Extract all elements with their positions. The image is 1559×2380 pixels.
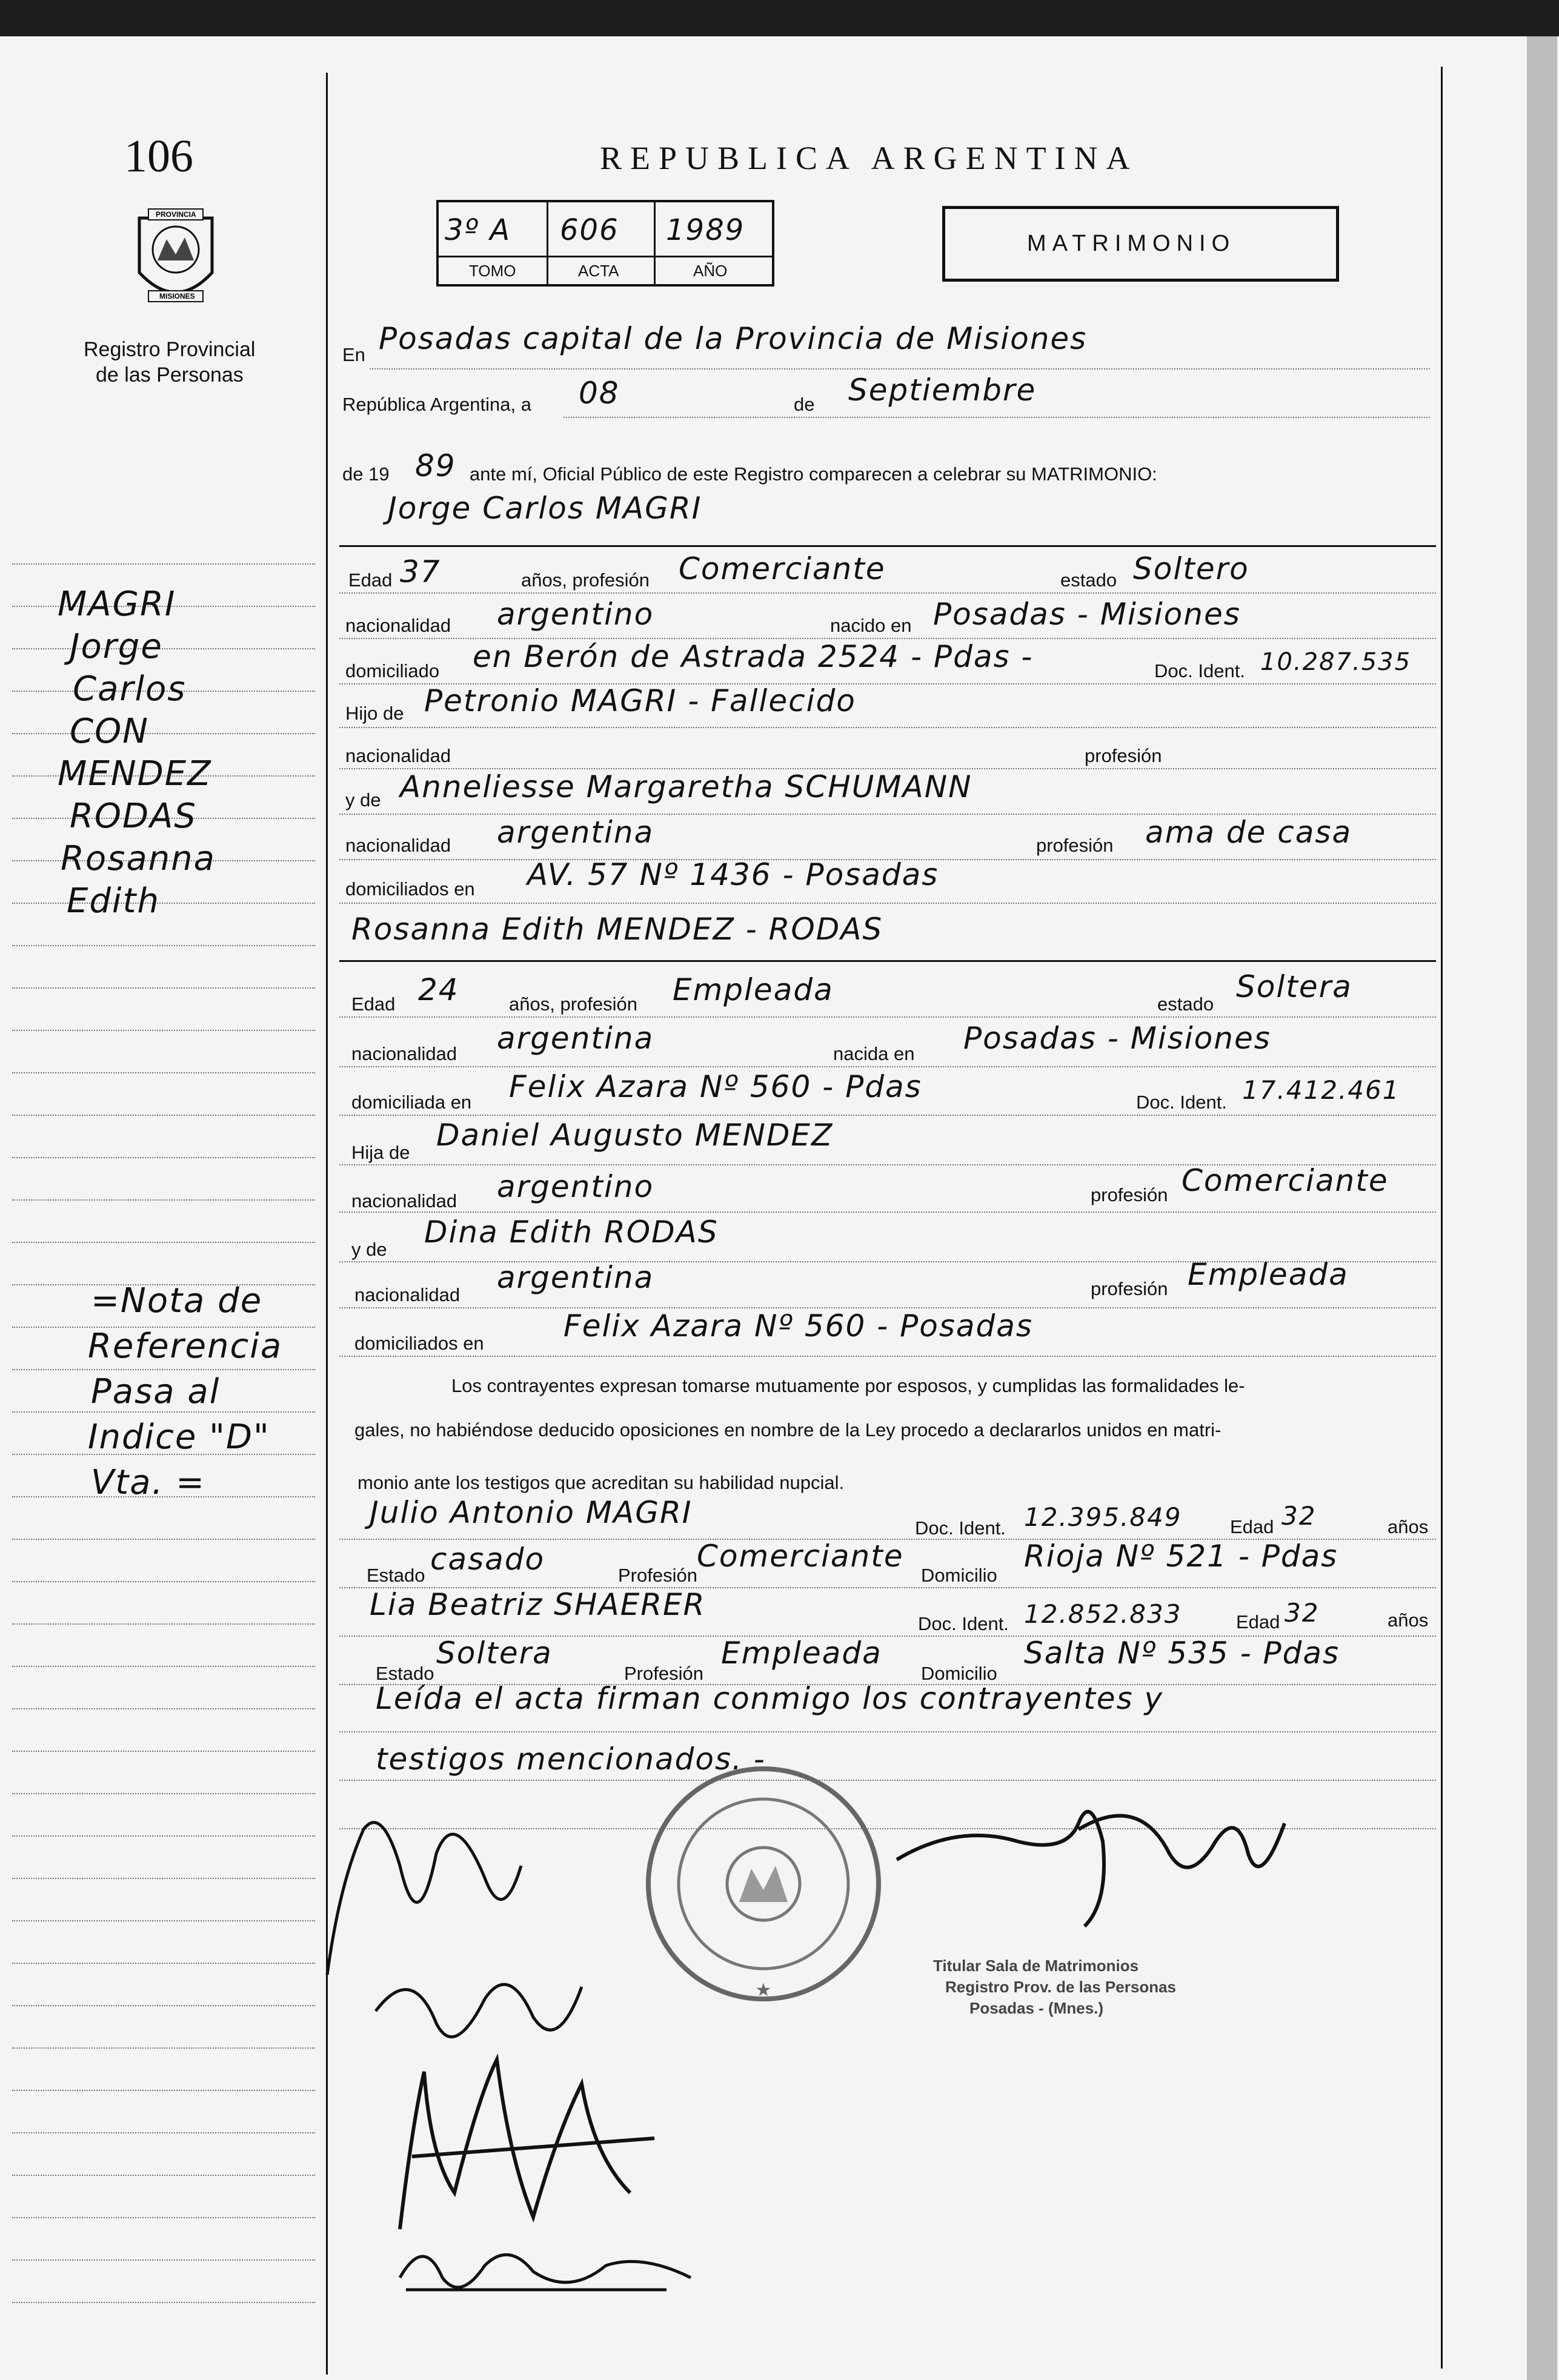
witness-1-domicilio-label: Domicilio [921,1565,997,1586]
margin-rule [12,2175,315,2176]
groom-doc-label: Doc. Ident. [1154,660,1245,681]
provincial-seal [130,206,221,312]
margin-name-3: Carlos [73,669,187,709]
official-stamp-line-2: Registro Prov. de las Personas [945,1978,1176,1996]
signature-witness-1 [376,2035,691,2253]
acta-value: 606 [560,213,619,247]
margin-rule [12,1793,315,1794]
bride-parents-address: Felix Azara Nº 560 - Posadas [563,1308,1033,1344]
groom-age: 37 [400,554,441,589]
bride-address: Felix Azara Nº 560 - Pdas [509,1069,922,1104]
margin-note-2: Referencia [88,1327,283,1366]
statement-line-2: gales, no habiéndose deducido oposiciones en nombre de la Ley procedo a declararlos unidos en matri- [354,1419,1222,1440]
bride-domiciliada-label: domiciliada en [351,1092,472,1113]
witness-2-anios-label: años [1388,1609,1429,1631]
record-number-box [436,200,774,287]
bride-name: Rosanna Edith MENDEZ - RODAS [351,912,883,947]
witness-2-name: Lia Beatriz SHAERER [370,1587,706,1622]
groom-status: Soltero [1133,551,1249,586]
bride-nacida-label: nacida en [833,1043,915,1064]
margin-rule [12,1411,315,1413]
bride-age: 24 [418,972,459,1007]
groom-nationality: argentino [497,597,654,632]
groom-domiciliados-label: domiciliados en [345,878,475,900]
margin-rule [12,733,315,734]
margin-rule [12,2090,315,2091]
bride-nacionalidad-label: nacionalidad [351,1043,457,1064]
witness-2-domicilio-label: Domicilio [921,1663,997,1684]
registry-line-2: de las Personas [96,363,244,386]
margin-rule [12,987,315,989]
acta-label: ACTA [578,262,619,280]
witness-1-address: Rioja Nº 521 - Pdas [1024,1539,1338,1574]
margin-note-4: Indice "D" [88,1417,270,1457]
day-value: 08 [579,376,620,411]
page-number: 106 [124,131,193,182]
margin-rule [12,1666,315,1667]
bride-mother-nac-label: nacionalidad [354,1284,460,1305]
margin-rule [12,2005,315,2006]
bride-status: Soltera [1236,969,1352,1004]
bride-father-prof-label: profesión [1091,1184,1168,1205]
margin-rule [12,1369,315,1370]
bride-profession: Empleada [673,972,834,1007]
margin-rule [12,1030,315,1031]
ante-label: ante mí, Oficial Público de este Registro comparecen a celebrar su MATRIMONIO: [470,463,1157,485]
bride-doc: 17.412.461 [1242,1075,1400,1105]
margin-rule [12,1751,315,1752]
witness-1-doc: 12.395.849 [1024,1502,1182,1532]
registry-line-1: Registro Provincial [84,338,256,361]
margin-column-divider [326,73,328,2375]
anio-value: 1989 [666,213,745,247]
bride-father-nac-label: nacionalidad [351,1190,457,1212]
svg-text:★: ★ [755,1980,772,2000]
place-value: Posadas capital de la Provincia de Misiones [379,321,1088,356]
right-border [1441,67,1443,2368]
groom-mother: Anneliesse Margaretha SCHUMANN [400,769,972,804]
margin-rule [12,1878,315,1879]
bride-mother: Dina Edith RODAS [424,1215,719,1250]
signature-witness-2 [388,2229,703,2302]
groom-parents-address: AV. 57 Nº 1436 - Posadas [527,857,939,892]
rule [370,368,1430,370]
margin-note-5: Vta. = [91,1463,206,1502]
margin-rule [12,648,315,649]
witness-1-profesion-label: Profesión [618,1565,697,1586]
margin-note-1: =Nota de [91,1281,263,1321]
bride-father-nationality: argentino [497,1169,654,1204]
groom-father: Petronio MAGRI - Fallecido [424,683,856,718]
groom-yde-label: y de [345,789,381,810]
groom-nacido-label: nacido en [830,615,912,636]
margin-rule [12,1623,315,1625]
margin-name-5: MENDEZ [58,754,212,794]
margin-rule [12,2132,315,2133]
witness-1-name: Julio Antonio MAGRI [370,1495,693,1530]
margin-rule [12,1199,315,1201]
seal-bottom-text: MISIONES [159,292,195,300]
bride-mother-profession: Empleada [1188,1257,1349,1292]
groom-domiciliado-label: domiciliado [345,660,440,681]
witness-2-profession: Empleada [721,1636,882,1671]
margin-rule [12,2302,315,2303]
bride-doc-label: Doc. Ident. [1136,1092,1227,1113]
margin-name-6: RODAS [70,797,197,836]
rule [339,592,1436,594]
bride-mother-prof-label: profesión [1091,1278,1168,1299]
closing-line-1: Leída el acta firman conmigo los contrayentes y [376,1681,1164,1716]
en-label: En [342,344,365,365]
witness-2-profesion-label: Profesión [624,1663,703,1684]
margin-rule [12,945,315,946]
statement-line-1: Los contrayentes expresan tomarse mutuamente por esposos, y cumplidas las formalidades le- [451,1375,1245,1396]
groom-profesion-label: años, profesión [521,569,650,591]
rule [339,1115,1436,1116]
margin-rule [12,1115,315,1116]
register-page [0,36,1559,2380]
bride-nationality: argentina [497,1021,654,1056]
margin-rule [12,1835,315,1837]
groom-estado-label: estado [1060,569,1117,591]
witness-2-doc-label: Doc. Ident. [918,1613,1009,1634]
witness-2-estado-label: Estado [376,1663,434,1684]
seal-top-text: PROVINCIA [156,210,196,219]
margin-rule [12,903,315,904]
margin-name-7: Rosanna [61,839,216,878]
margin-rule [12,2259,315,2261]
tomo-value: 3º A [445,213,511,247]
bride-profesion-label: años, profesión [509,993,637,1015]
groom-address: en Berón de Astrada 2524 - Pdas - [473,639,1034,674]
rule [339,1212,1436,1213]
witness-2-edad-label: Edad [1236,1611,1280,1633]
groom-mother-nationality: argentina [497,815,654,850]
witness-1-doc-label: Doc. Ident. [915,1517,1006,1539]
bride-hija-label: Hija de [351,1142,410,1163]
doc-type-box [942,206,1339,282]
rule [563,417,1430,418]
witness-2-age: 32 [1285,1598,1320,1628]
official-round-seal [642,1763,885,2005]
witness-2-address: Salta Nº 535 - Pdas [1024,1636,1340,1671]
month-value: Septiembre [848,373,1037,408]
republica-label: República Argentina, a [342,394,531,415]
bride-estado-label: estado [1157,993,1214,1015]
bride-mother-nationality: argentina [497,1260,654,1295]
witness-2-doc: 12.852.833 [1024,1599,1182,1629]
de-anio-label: de 19 [342,463,390,485]
margin-rule [12,1539,315,1540]
rule [339,903,1436,904]
groom-mother-prof-label: profesión [1036,835,1114,856]
page-edge-right [1527,36,1557,2380]
doc-type-label: MATRIMONIO [1027,231,1236,256]
bride-father-profession: Comerciante [1182,1163,1389,1198]
statement-line-3: monio ante los testigos que acreditan su habilidad nupcial. [357,1472,845,1493]
official-stamp-line-1: Titular Sala de Matrimonios [933,1957,1139,1975]
margin-name-4: CON [70,712,150,751]
witness-1-age: 32 [1281,1501,1317,1531]
groom-father-prof-label: profesión [1085,745,1162,766]
bride-domiciliados-label: domiciliados en [354,1333,484,1354]
de-mes-label: de [794,394,815,415]
margin-rule [12,1708,315,1709]
groom-hijo-label: Hijo de [345,703,404,724]
groom-birthplace: Posadas - Misiones [933,597,1241,632]
margin-name-1: MAGRI [58,585,176,624]
bride-edad-label: Edad [351,993,396,1015]
year-value: 89 [415,448,456,483]
bride-birthplace: Posadas - Misiones [963,1021,1271,1056]
groom-name: Jorge Carlos MAGRI [388,491,702,526]
country-title: REPUBLICA ARGENTINA [600,140,1139,176]
scan-top-edge [0,0,1559,36]
margin-rule [12,1581,315,1582]
witness-1-status: casado [430,1542,545,1577]
groom-mother-nac-label: nacionalidad [345,835,451,856]
margin-rule [12,2217,315,2218]
rule [339,1356,1436,1357]
bride-name-rule [339,960,1436,962]
witness-2-status: Soltera [436,1636,553,1671]
margin-rule [12,1963,315,1964]
margin-rule [12,1242,315,1243]
witness-1-anios-label: años [1388,1516,1429,1537]
margin-rule [12,563,315,565]
bride-yde-label: y de [351,1239,387,1260]
margin-rule [12,1157,315,1158]
bride-father: Daniel Augusto MENDEZ [436,1118,834,1153]
margin-note-3: Pasa al [91,1372,221,1411]
rule [339,1731,1436,1732]
groom-father-nac-label: nacionalidad [345,745,451,766]
rule [339,1016,1436,1018]
rule [339,1066,1436,1067]
witness-1-estado-label: Estado [367,1565,425,1586]
official-stamp-line-3: Posadas - (Mnes.) [969,1999,1104,2017]
groom-nacionalidad-label: nacionalidad [345,615,451,636]
groom-mother-profession: ama de casa [1145,815,1352,850]
margin-name-8: Edith [67,881,160,921]
margin-rule [12,1920,315,1921]
signature-official [885,1769,1309,1951]
margin-rule [12,2047,315,2049]
groom-name-rule [339,545,1436,547]
margin-name-2: Jorge [70,627,163,666]
closing-line-2: testigos mencionados. - [376,1742,766,1777]
groom-doc: 10.287.535 [1260,648,1412,676]
anio-label: AÑO [693,262,728,280]
groom-edad-label: Edad [348,569,393,591]
rule [339,727,1436,728]
tomo-label: TOMO [469,262,516,280]
groom-profession: Comerciante [679,551,886,586]
witness-1-edad-label: Edad [1230,1516,1274,1537]
witness-1-profession: Comerciante [697,1539,904,1574]
margin-rule [12,1072,315,1073]
